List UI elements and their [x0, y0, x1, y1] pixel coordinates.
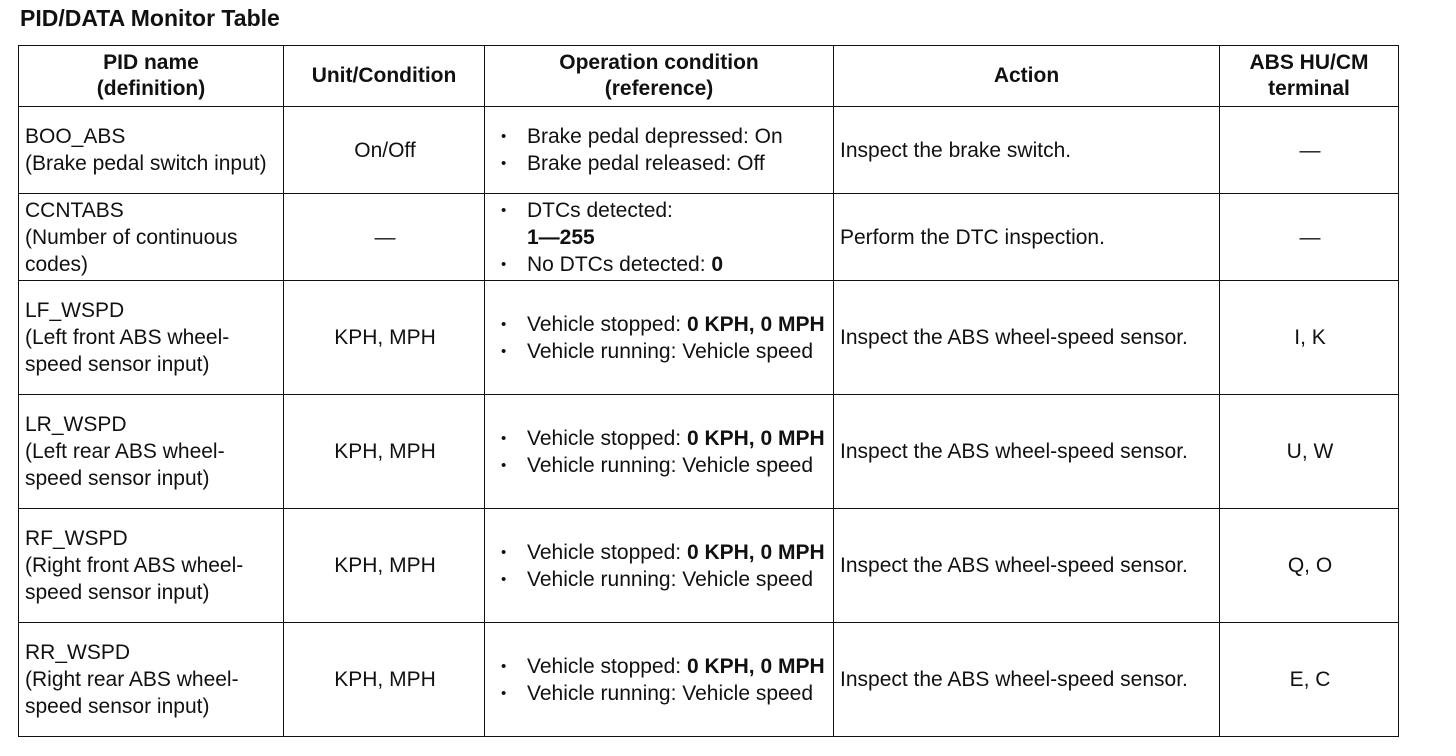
terminal-cell: U, W	[1220, 395, 1399, 509]
condition-text: Vehicle stopped:	[527, 654, 687, 678]
action-cell: Inspect the ABS wheel-speed sensor.	[834, 509, 1220, 623]
condition-text: Vehicle running: Vehicle speed	[527, 339, 814, 363]
condition-text: No DTCs detected:	[527, 252, 712, 276]
pid-name: RR_WSPD	[25, 641, 131, 664]
pid-name: LF_WSPD	[25, 299, 125, 322]
condition-list	[491, 653, 829, 707]
table-row	[19, 194, 1399, 281]
header-pid	[19, 46, 284, 107]
pid-definition: (Brake pedal switch input)	[25, 152, 267, 175]
unit-cell: —	[284, 194, 485, 281]
condition-value: 0 KPH, 0 MPH	[686, 426, 825, 450]
unit-cell: On/Off	[284, 107, 485, 194]
table-row	[19, 281, 1399, 395]
condition-item	[501, 197, 829, 251]
condition-list	[491, 311, 829, 365]
condition-text: Vehicle running: Vehicle speed	[527, 453, 814, 477]
pid-name: CCNTABS	[25, 198, 124, 222]
terminal-cell: —	[1220, 194, 1399, 281]
operation-cell	[485, 194, 834, 281]
header-op-line2: (reference)	[604, 77, 714, 100]
condition-list	[491, 425, 829, 479]
table-row	[19, 395, 1399, 509]
operation-cell	[485, 107, 834, 194]
action-cell: Inspect the ABS wheel-speed sensor.	[834, 281, 1220, 395]
action-cell: Inspect the brake switch.	[834, 107, 1220, 194]
operation-cell	[485, 623, 834, 737]
header-pid-line1: PID name	[103, 51, 199, 74]
header-op-line1: Operation condition	[559, 51, 759, 74]
table-header-row	[19, 46, 1399, 107]
pid-definition: (Right front ABS wheel-speed sensor input)	[25, 554, 244, 604]
pid-cell	[19, 107, 284, 194]
pid-name: BOO_ABS	[25, 125, 126, 148]
condition-text: Vehicle stopped:	[527, 540, 687, 564]
pid-name: LR_WSPD	[25, 413, 127, 436]
unit-cell: KPH, MPH	[284, 509, 485, 623]
unit-cell: KPH, MPH	[284, 281, 485, 395]
table-row	[19, 107, 1399, 194]
condition-item	[501, 150, 829, 177]
operation-cell	[485, 281, 834, 395]
condition-item	[501, 425, 829, 452]
condition-item	[501, 566, 829, 593]
condition-text: Vehicle stopped:	[527, 312, 687, 336]
action-cell: Inspect the ABS wheel-speed sensor.	[834, 395, 1220, 509]
unit-cell: KPH, MPH	[284, 395, 485, 509]
condition-list	[491, 197, 829, 278]
operation-cell	[485, 509, 834, 623]
header-unit: Unit/Condition	[284, 46, 485, 107]
header-operation	[485, 46, 834, 107]
header-terminal	[1220, 46, 1399, 107]
condition-item	[501, 653, 829, 680]
operation-cell	[485, 395, 834, 509]
condition-item	[501, 251, 829, 278]
condition-item	[501, 123, 829, 150]
pid-cell	[19, 194, 284, 281]
unit-cell: KPH, MPH	[284, 623, 485, 737]
terminal-cell: I, K	[1220, 281, 1399, 395]
condition-value: 1—255	[527, 225, 595, 249]
pid-cell	[19, 281, 284, 395]
terminal-cell: Q, O	[1220, 509, 1399, 623]
condition-list	[491, 123, 829, 177]
pid-cell	[19, 623, 284, 737]
condition-text: Brake pedal released: Off	[527, 152, 765, 175]
pid-definition: (Right rear ABS wheel-speed sensor input)	[25, 668, 239, 718]
header-action: Action	[834, 46, 1220, 107]
condition-list	[491, 539, 829, 593]
table-row	[19, 509, 1399, 623]
condition-item	[501, 452, 829, 479]
condition-value: 0	[711, 252, 724, 276]
action-cell: Perform the DTC inspection.	[834, 194, 1220, 281]
pid-cell	[19, 395, 284, 509]
condition-value: 0 KPH, 0 MPH	[686, 312, 825, 336]
condition-item	[501, 311, 829, 338]
pid-cell	[19, 509, 284, 623]
pid-definition: (Number of continuous codes)	[25, 225, 238, 276]
condition-value: 0 KPH, 0 MPH	[686, 540, 825, 564]
pid-monitor-table	[18, 45, 1399, 737]
table-row	[19, 623, 1399, 737]
terminal-cell: —	[1220, 107, 1399, 194]
header-term-line1: ABS HU/CM	[1249, 51, 1369, 74]
pid-definition: (Left rear ABS wheel-speed sensor input)	[25, 440, 225, 490]
header-pid-line2: (definition)	[96, 77, 206, 100]
condition-text: Vehicle running: Vehicle speed	[527, 681, 814, 705]
condition-text: Vehicle stopped:	[527, 426, 687, 450]
condition-text: DTCs detected:	[527, 198, 673, 222]
condition-item	[501, 680, 829, 707]
header-term-line2: terminal	[1268, 77, 1350, 100]
condition-text: Brake pedal depressed: On	[527, 125, 783, 148]
condition-item	[501, 539, 829, 566]
page-title: PID/DATA Monitor Table	[20, 5, 280, 31]
condition-value: 0 KPH, 0 MPH	[686, 654, 825, 678]
pid-definition: (Left front ABS wheel-speed sensor input)	[25, 326, 230, 376]
action-cell: Inspect the ABS wheel-speed sensor.	[834, 623, 1220, 737]
condition-text: Vehicle running: Vehicle speed	[527, 567, 814, 591]
condition-item	[501, 338, 829, 365]
terminal-cell: E, C	[1220, 623, 1399, 737]
pid-name: RF_WSPD	[25, 527, 128, 550]
